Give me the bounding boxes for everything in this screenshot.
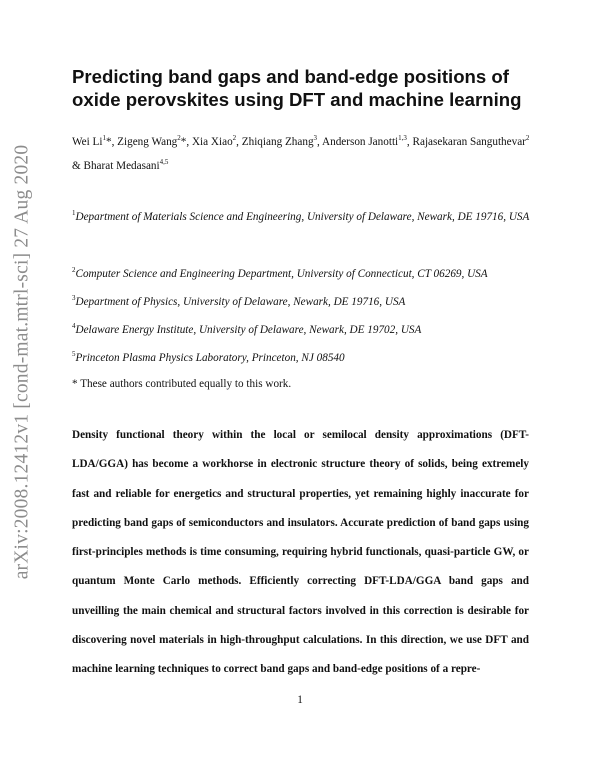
affiliation-5 [72, 346, 552, 370]
author-name: Wei Li [72, 136, 103, 148]
affiliation-3 [72, 290, 552, 314]
author-affiliation-marker: 3 [313, 134, 318, 142]
paper-title: Predicting band gaps and band-edge positions of oxide perovskites using DFT and machine learning [72, 66, 522, 110]
author-name: Bharat Medasani [83, 160, 160, 172]
author-separator: , [111, 136, 118, 148]
author-entry [192, 136, 242, 148]
affiliation-number: 2 [72, 266, 76, 274]
author-affiliation-marker: 2 [177, 134, 181, 142]
author-name: Zhiqiang Zhang [241, 136, 314, 148]
affiliation-number: 5 [72, 350, 76, 358]
author-name: Zigeng Wang [117, 136, 178, 148]
abstract-text: Density functional theory within the local or semilocal density approximations (DFT-LDA/GGA) has become a workhorse in electronic structure theory of solids, being extremely fast and reliable for energetics and structural properties, yet remaining highly inaccurate for predicting band gaps of semiconductors and insulators. Accurate prediction of band gaps using first-principles methods is time consuming, requiring hybrid functionals, quasi-particle GW, or quantum Monte Carlo methods. Efficiently correcting DFT-LDA/GGA band gaps and unveilling the main chemical and structural factors involved in this correction is desirable for discovering novel materials in high-throughput calculations. In this direction, we use DFT and machine learning techniques to correct band gaps and band-edge positions of a repre- [72, 429, 529, 676]
affiliation-4 [72, 318, 552, 342]
affiliation-number: 3 [72, 294, 76, 302]
arxiv-identifier-stamp [2, 142, 42, 582]
author-entry [242, 136, 322, 148]
arxiv-identifier-text: arXiv:2008.12412v1 [cond-mat.mtrl-sci] 27 Aug 2020 [11, 144, 33, 580]
affiliation-2 [72, 262, 552, 286]
page-number: 1 [297, 694, 303, 706]
affiliation-text: Department of Materials Science and Engineering, University of Delaware, Newark, DE 19716, USA [75, 211, 530, 223]
author-equal-contribution-mark: * [105, 136, 112, 148]
equal-contribution-note: * These authors contributed equally to this work. [72, 378, 292, 390]
author-separator: , [236, 136, 242, 148]
author-entry [322, 136, 412, 148]
affiliation-number: 4 [72, 322, 76, 330]
affiliation-text: Computer Science and Engineering Department, University of Connecticut, CT 06269, USA [75, 268, 488, 280]
author-name: Anderson Janotti [322, 136, 399, 148]
author-entry [413, 136, 530, 148]
author-affiliation-marker: 2 [525, 134, 530, 142]
affiliation-text: Princeton Plasma Physics Laboratory, Princeton, NJ 08540 [75, 352, 345, 364]
author-entry [72, 136, 117, 148]
author-affiliation-marker: 2 [232, 134, 237, 142]
author-list [72, 130, 552, 178]
author-entry [84, 160, 169, 172]
author-affiliation-marker: 4,5 [159, 158, 169, 166]
author-separator: , [317, 136, 323, 148]
author-separator: , [406, 136, 413, 148]
author-name: Xia Xiao [191, 136, 233, 148]
affiliation-text: Delaware Energy Institute, University of Delaware, Newark, DE 19702, USA [75, 324, 422, 336]
author-name: Rajasekaran Sanguthevar [412, 136, 526, 148]
affiliation-text: Department of Physics, University of Delaware, Newark, DE 19716, USA [75, 296, 406, 308]
author-affiliation-marker: 1,3 [398, 134, 407, 142]
author-ampersand: & [72, 160, 84, 172]
author-entry [117, 136, 192, 148]
affiliation-number: 1 [72, 209, 76, 217]
author-equal-contribution-mark: * [180, 136, 187, 148]
author-affiliation-marker: 1 [102, 134, 106, 142]
affiliation-1 [72, 205, 552, 229]
author-separator: , [186, 136, 192, 148]
